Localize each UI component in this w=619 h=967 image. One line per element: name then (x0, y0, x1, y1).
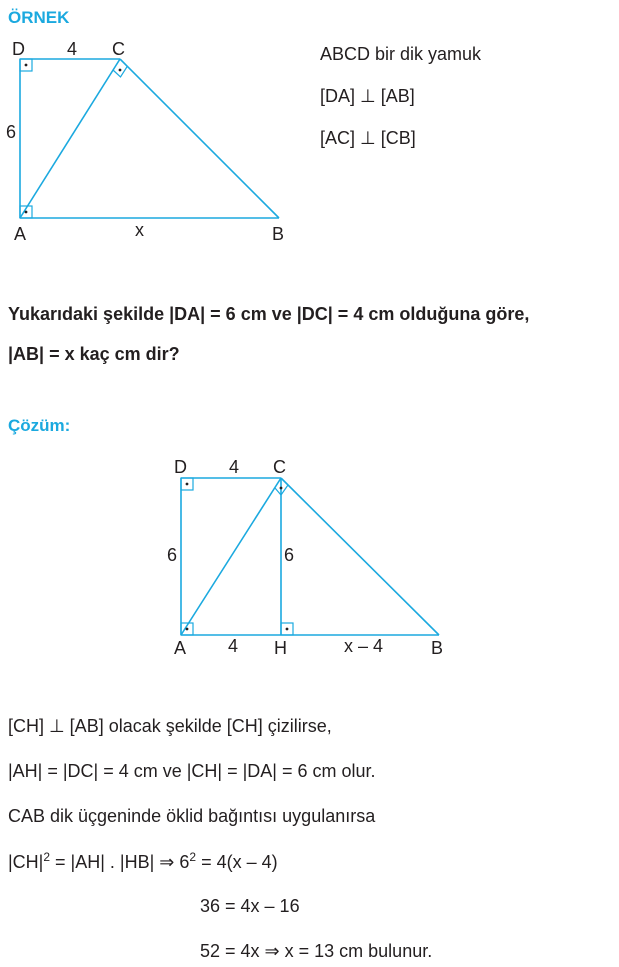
segment-CB (120, 59, 279, 218)
given-2: [DA] ⊥ [AB] (320, 86, 415, 106)
label-AH: 4 (228, 636, 239, 656)
label-CH: 6 (284, 545, 295, 565)
label-DA: 6 (167, 545, 178, 565)
right-angle-mark-D (20, 59, 32, 71)
eq1-middle: = |AH| . |HB| ⇒ 6 (50, 852, 190, 872)
label-D: D (174, 457, 187, 477)
eq1-left: |CH| (8, 852, 44, 872)
segment-AC (181, 478, 281, 635)
segment-AC (20, 59, 120, 218)
label-A: A (174, 638, 187, 658)
label-B: B (272, 224, 285, 244)
example-figure (0, 36, 320, 266)
eq1-exponent-2: 2 (189, 850, 197, 864)
given-3: [AC] ⊥ [CB] (320, 128, 416, 148)
solution-heading: Çözüm: (8, 416, 71, 435)
label-C: C (112, 39, 125, 59)
eq1-right: = 4(x – 4) (196, 852, 278, 872)
right-angle-mark-D (181, 478, 193, 490)
label-H: H (274, 638, 287, 658)
equation-2: 36 = 4x – 16 (200, 896, 300, 916)
label-DC: 4 (67, 39, 78, 59)
label-A: A (14, 224, 27, 244)
solution-figure (160, 452, 460, 662)
segment-CB (281, 478, 439, 635)
solution-line-2: |AH| = |DC| = 4 cm ve |CH| = |DA| = 6 cm olur. (8, 761, 376, 781)
equation-1 (8, 850, 278, 873)
example-heading: ÖRNEK (8, 8, 70, 27)
label-D: D (12, 39, 25, 59)
label-HB: x – 4 (344, 636, 384, 656)
question-line-2: |AB| = x kaç cm dir? (8, 344, 180, 364)
given-1: ABCD bir dik yamuk (320, 44, 482, 64)
label-DC: 4 (229, 457, 240, 477)
label-B: B (431, 638, 444, 658)
label-C: C (273, 457, 286, 477)
right-angle-mark-H (281, 623, 293, 635)
label-AB: x (135, 220, 144, 240)
question-line-1: Yukarıdaki şekilde |DA| = 6 cm ve |DC| = 4 cm olduğuna göre, (8, 304, 530, 324)
solution-line-1: [CH] ⊥ [AB] olacak şekilde [CH] çizilirse, (8, 716, 332, 736)
label-DA: 6 (6, 122, 17, 142)
eq1-exponent-1: 2 (43, 850, 51, 864)
solution-line-3: CAB dik üçgeninde öklid bağıntısı uygulanırsa (8, 806, 376, 826)
equation-3: 52 = 4x ⇒ x = 13 cm bulunur. (200, 941, 433, 961)
